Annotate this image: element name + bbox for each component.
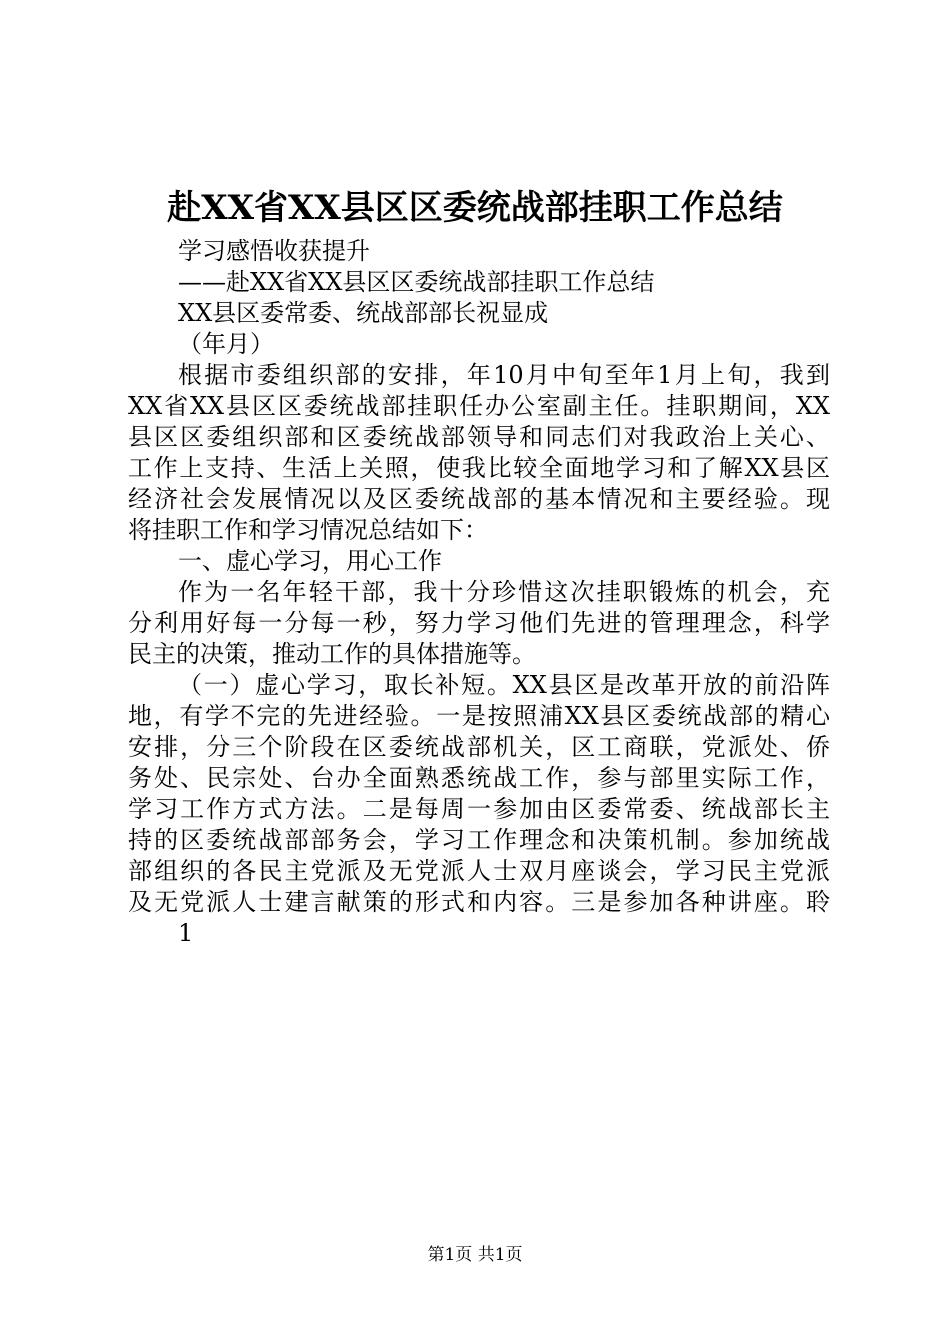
paragraph-line: 地，有学不完的先进经验。一是按照浦XX县区委统战部的精心 — [128, 702, 830, 730]
paragraph-line: （一）虚心学习，取长补短。XX县区是改革开放的前沿阵 — [178, 671, 830, 699]
author-line: XX县区委常委、统战部部长祝显成 — [178, 299, 549, 327]
paragraph-line: 及无党派人士建言献策的形式和内容。三是参加各种讲座。聆 — [128, 888, 830, 916]
paragraph-line: 经济社会发展情况以及区委统战部的基本情况和主要经验。现 — [128, 485, 830, 513]
paragraph-line: 持的区委统战部部务会，学习工作理念和决策机制。参加统战 — [128, 826, 830, 854]
subtitle-line: 学习感悟收获提升 — [178, 237, 370, 265]
section-heading: 一、虚心学习，用心工作 — [178, 547, 442, 575]
paragraph-line: 学习工作方式方法。二是每周一参加由区委常委、统战部长主 — [128, 795, 830, 823]
paragraph-line: XX省XX县区区委统战部挂职任办公室副主任。挂职期间，XX — [128, 392, 830, 420]
page-footer: 第1页 共1页 — [427, 1245, 523, 1265]
paragraph-line: 分利用好每一分每一秒，努力学习他们先进的管理理念，科学 — [128, 609, 830, 637]
paragraph-line: 县区区委组织部和区委统战部领导和同志们对我政治上关心、 — [128, 423, 830, 451]
paragraph-line: 作为一名年轻干部，我十分珍惜这次挂职锻炼的机会，充 — [178, 578, 830, 606]
paragraph-line: 务处、民宗处、台办全面熟悉统战工作，参与部里实际工作， — [128, 764, 830, 792]
paragraph-line: 民主的决策，推动工作的具体措施等。 — [128, 640, 536, 668]
paragraph-line: 根据市委组织部的安排，年10月中旬至年1月上旬，我到 — [178, 361, 830, 389]
date-line: （年月） — [178, 330, 274, 358]
paragraph-line: 安排，分三个阶段在区委统战部机关，区工商联，党派处、侨 — [128, 733, 830, 761]
paragraph-line: 工作上支持、生活上关照，使我比较全面地学习和了解XX县区 — [128, 454, 830, 482]
document-body — [128, 236, 830, 949]
subtitle-line: ——赴XX省XX县区区委统战部挂职工作总结 — [178, 268, 655, 296]
paragraph-line: 将挂职工作和学习情况总结如下： — [128, 516, 488, 544]
page-number-inline: 1 — [178, 919, 194, 947]
paragraph-line: 部组织的各民主党派及无党派人士双月座谈会，学习民主党派 — [128, 857, 830, 885]
document-title: 赴XX省XX县区区委统战部挂职工作总结 — [167, 188, 783, 228]
